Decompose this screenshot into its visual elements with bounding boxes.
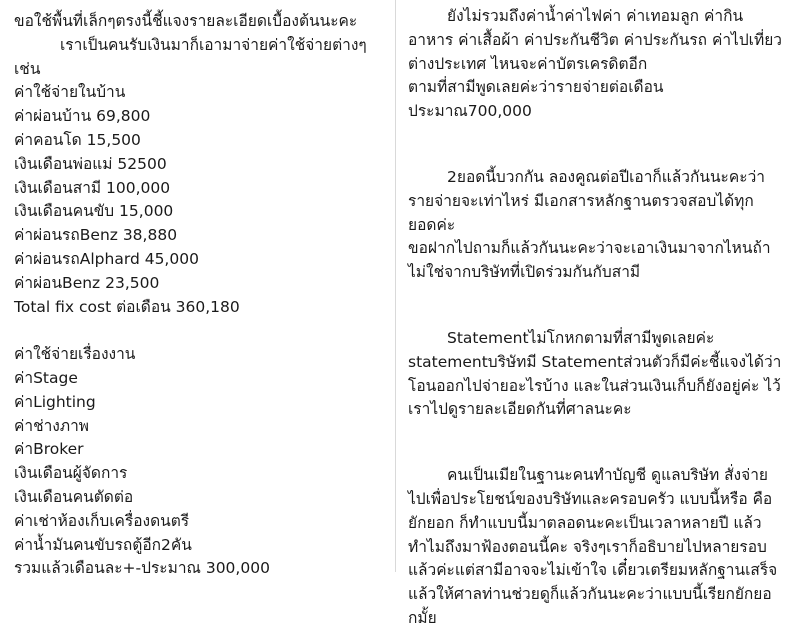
paragraph-1-line: ยังไม่รวมถึงค่าน้ำค่าไฟค่า ค่าเทอมลูก ค่ากิน — [447, 7, 744, 25]
home-expense-item: ค่าผ่อนBenz 23,500 — [14, 273, 160, 292]
work-expense-item: ค่าStage — [14, 368, 78, 387]
intro-line: เช่น — [14, 59, 41, 78]
work-expense-item: ค่าช่างภาพ — [14, 416, 90, 435]
paragraph-2-line: ขอฝากไปถามก็แล้วกันนะคะว่าจะเอาเงินมาจากไหนถ้า — [408, 239, 771, 258]
work-expense-item: ค่าเช่าห้องเก็บเครื่องดนตรี — [14, 511, 190, 530]
paragraph-1-line: ตามที่สามีพูดเลยค่ะว่ารายจ่ายต่อเดือน — [408, 78, 664, 97]
work-expense-item: ค่าBroker — [14, 440, 84, 459]
paragraph-3-line: Statementไม่โกหกตามที่สามีพูดเลยค่ะ — [447, 328, 715, 347]
paragraph-3-line: statementบริษัทมี Statementส่วนตัวก็มีค่ะชี้แจงได้ว่า — [408, 352, 782, 371]
paragraph-gap — [14, 319, 391, 343]
paragraph-1-line: อาหาร ค่าเสื้อผ้า ค่าประกันชีวิต ค่าประกันรถ ค่าไปเที่ยว — [408, 30, 782, 49]
home-expense-item: เงินเดือนพ่อแม่ 52500 — [14, 154, 167, 173]
work-expense-total: รวมแล้วเดือนละ+-ประมาณ 300,000 — [14, 559, 270, 578]
intro-line: เราเป็นคนรับเงินมาก็เอามาจ่ายค่าใช้จ่ายต่างๆ — [60, 35, 367, 54]
home-expenses-heading: ค่าใช้จ่ายในบ้าน — [14, 83, 126, 102]
paragraph-gap — [408, 124, 794, 166]
home-expense-total: Total fix cost ต่อเดือน 360,180 — [14, 297, 240, 316]
paragraph-4-line: แล้วให้ศาลท่านช่วยดูก็แล้วกันนะคะว่าแบบนี้เรียกยักยอ — [408, 585, 772, 604]
work-expense-item: ค่าน้ำมันคนขับรถตู้อีก2คัน — [14, 535, 192, 554]
paragraph-4-line: ไปเพื่อประโยชน์ของบริษัทและครอบครัว แบบนี้หรือ คือ — [408, 489, 773, 508]
work-expenses-heading: ค่าใช้จ่ายเรื่องงาน — [14, 345, 136, 364]
home-expense-item: ค่าคอนโด 15,500 — [14, 130, 141, 149]
paragraph-1-line: ประมาณ700,000 — [408, 102, 532, 121]
paragraph-2-line: รายจ่ายจะเท่าไหร่ มีเอกสารหลักฐานตรวจสอบได้ทุก — [408, 191, 754, 210]
work-expense-item: เงินเดือนผู้จัดการ — [14, 464, 128, 483]
paragraph-gap — [408, 285, 794, 327]
paragraph-2-line: 2ยอดนี้บวกกัน ลองคูณต่อปีเอาก็แล้วกันนะคะว่า — [447, 167, 765, 186]
paragraph-2-line: ยอดค่ะ — [408, 215, 456, 234]
home-expense-item: ค่าผ่อนรถAlphard 45,000 — [14, 249, 199, 268]
left-column — [0, 0, 395, 578]
paragraph-4-line: แล้วค่ะแต่สามีอาจจะไม่เข้าใจ เดี๋ยวเตรียมหลักฐานเสร็จ — [408, 561, 778, 580]
work-expense-item: เงินเดือนคนตัดต่อ — [14, 487, 134, 506]
paragraph-gap — [408, 422, 794, 464]
paragraph-4-line: ยักยอก ก็ทำแบบนี้มาตลอดนะคะเป็นเวลาหลายปี แล้ว — [408, 513, 762, 532]
home-expense-item: ค่าผ่อนบ้าน 69,800 — [14, 107, 151, 126]
home-expense-item: เงินเดือนคนขับ 15,000 — [14, 202, 174, 221]
paragraph-1-line: ต่างประเทศ ไหนจะค่าบัตรเครดิตอีก — [408, 54, 648, 73]
intro-line: ขอใช้พื้นที่เล็กๆตรงนี้ชี้แจงรายละเอียดเบื้องต้นนะคะ — [14, 12, 358, 30]
work-expense-item: ค่าLighting — [14, 392, 96, 411]
paragraph-4-line: คนเป็นเมียในฐานะคนทำบัญชี ดูแลบริษัท สั่งจ่าย — [447, 466, 768, 485]
paragraph-4-line: กมั้ย — [408, 608, 437, 627]
paragraph-4-line: ทำไมถึงมาฟ้องตอนนี้คะ จริงๆเราก็อธิบายไปหลายรอบ — [408, 537, 767, 556]
home-expense-item: ค่าผ่อนรถBenz 38,880 — [14, 226, 178, 245]
right-column — [396, 0, 800, 627]
home-expense-item: เงินเดือนสามี 100,000 — [14, 178, 171, 197]
paragraph-2-line: ไม่ใช่จากบริษัทที่เปิดร่วมกันกับสามี — [408, 263, 641, 282]
paragraph-3-line: โอนออกไปจ่ายอะไรบ้าง และในส่วนเงินเก็บก็ยังอยู่ค่ะ ไว้ — [408, 376, 781, 395]
paragraph-3-line: เราไปดูรายละเอียดกันที่ศาลนะคะ — [408, 400, 632, 419]
